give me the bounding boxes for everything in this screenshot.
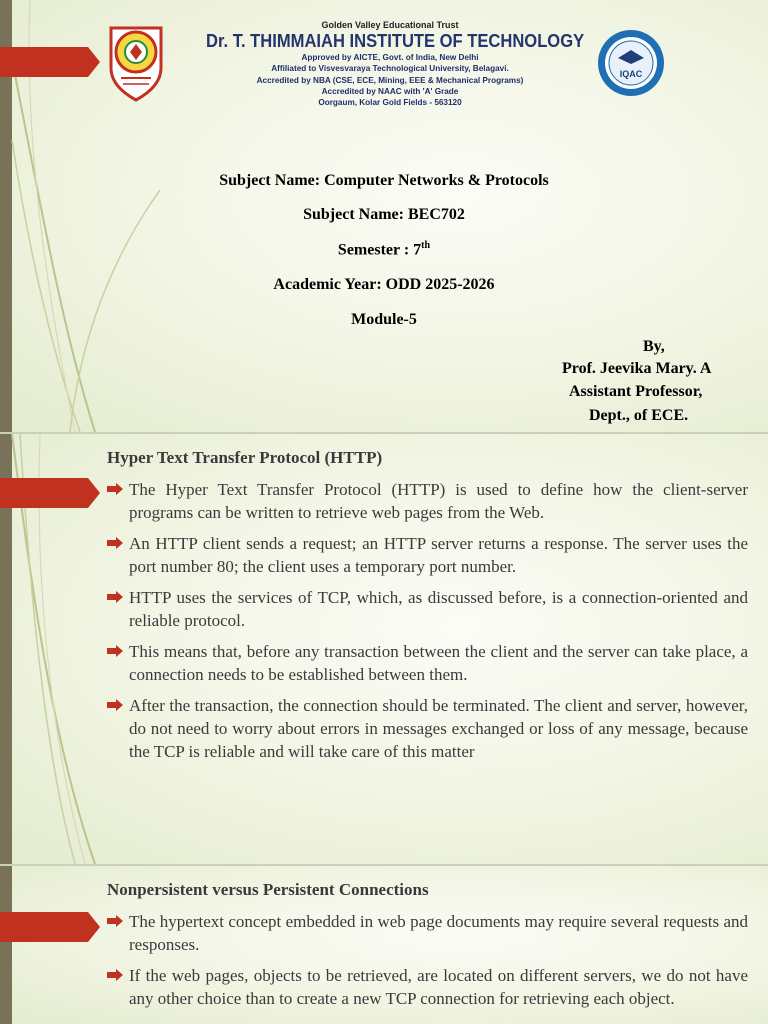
- author-name: Prof. Jeevika Mary. A: [562, 360, 712, 377]
- http-slide: [0, 434, 768, 864]
- bullet-text: This means that, before any transaction between the client and the server can take place, a connection needs to be established between them.: [129, 642, 748, 684]
- header-line: Approved by AICTE, Govt. of India, New Delhi: [301, 53, 479, 62]
- bullet-text: After the transaction, the connection should be terminated. The client and server, however, do not need to worry about errors in messages exchanged or loss of any message, because the TCP is reliable and will take care of this matter: [129, 696, 748, 761]
- institute-header: [190, 20, 590, 108]
- arrow-bullet-icon: [107, 591, 123, 603]
- subject-code: Subject Name: BEC702: [303, 206, 465, 223]
- header-line: Affiliated to Visvesvaraya Technological University, Belagavi.: [271, 64, 509, 74]
- bullet-text: The Hyper Text Transfer Protocol (HTTP) is used to define how the client-server programs can be written to retrieve web pages from the Web.: [129, 480, 748, 522]
- slide-title: Nonpersistent versus Persistent Connections: [107, 880, 429, 899]
- red-tab: [0, 47, 100, 77]
- arrow-bullet-icon: [107, 915, 123, 927]
- iqac-logo: [596, 28, 666, 98]
- list-item: [107, 532, 748, 578]
- arrow-bullet-icon: [107, 969, 123, 981]
- semester-text: Semester : 7: [337, 241, 422, 259]
- connections-slide: [0, 866, 768, 1024]
- arrow-bullet-icon: [107, 699, 123, 711]
- red-tab: [0, 478, 100, 508]
- bullet-text: An HTTP client sends a request; an HTTP server returns a response. The server uses the port number 80; the client uses a temporary port number.: [129, 534, 748, 576]
- bullet-text: If the web pages, objects to be retrieved, are located on different servers, we do not have any other choice than to create a new TCP connection for retrieving each object.: [129, 966, 748, 1008]
- subject-name: Subject Name: Computer Networks & Protocols: [219, 172, 549, 189]
- list-item: [107, 478, 748, 524]
- institute-name: Dr. T. THIMMAIAH INSTITUTE OF TECHNOLOGY: [206, 31, 585, 51]
- list-item: [107, 586, 748, 632]
- trust-name: Golden Valley Educational Trust: [321, 20, 459, 30]
- semester-sup: th: [421, 240, 431, 251]
- title-slide: [0, 0, 768, 432]
- header-line: Accredited by NAAC with 'A' Grade: [321, 86, 459, 96]
- list-item: [107, 964, 748, 1010]
- module-label: Module-5: [351, 311, 417, 328]
- bullet-list: [107, 910, 748, 1018]
- arrow-bullet-icon: [107, 537, 123, 549]
- author-dept: Dept., of ECE.: [589, 407, 689, 424]
- list-item: [107, 910, 748, 956]
- list-item: [107, 694, 748, 763]
- header-line: Oorgaum, Kolar Gold Fields - 563120: [318, 98, 462, 108]
- left-bar: [0, 866, 12, 1024]
- header-line: Accredited by NBA (CSE, ECE, Mining, EEE & Mechanical Programs): [256, 75, 524, 85]
- list-item: [107, 640, 748, 686]
- academic-year: Academic Year: ODD 2025-2026: [273, 276, 495, 293]
- author-role: Assistant Professor,: [569, 383, 703, 400]
- semester: [0, 240, 768, 259]
- slide-title: Hyper Text Transfer Protocol (HTTP): [107, 448, 383, 467]
- arrow-bullet-icon: [107, 483, 123, 495]
- arrow-bullet-icon: [107, 645, 123, 657]
- bullet-list: [107, 478, 748, 771]
- red-tab: [0, 912, 100, 942]
- bullet-text: HTTP uses the services of TCP, which, as discussed before, is a connection-oriented and reliable protocol.: [129, 588, 748, 630]
- institute-logo: [103, 22, 169, 102]
- iqac-label: IQAC: [619, 69, 643, 79]
- bullet-text: The hypertext concept embedded in web page documents may require several requests and responses.: [129, 912, 748, 954]
- by-label: By,: [643, 338, 665, 355]
